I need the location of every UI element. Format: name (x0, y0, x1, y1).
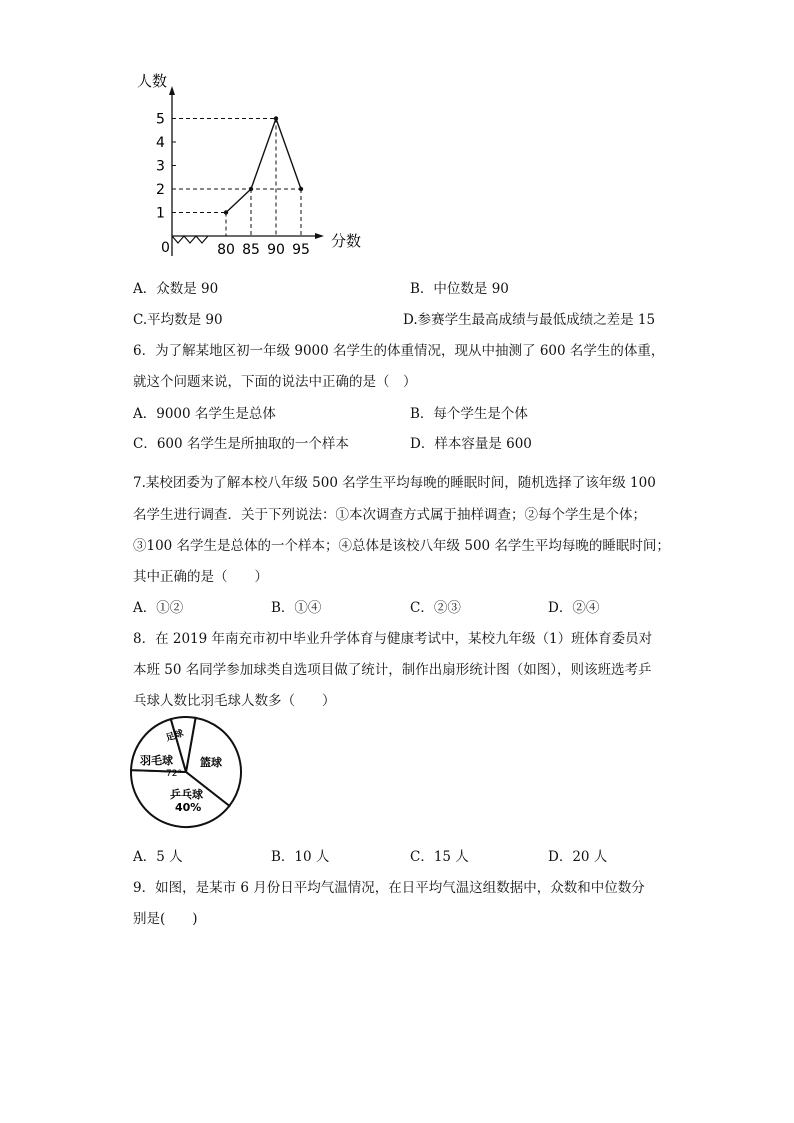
pie-label-badminton-degree: 72° (166, 769, 182, 779)
q7-stem-line-1: 7.某校团委为了解本校八年级 500 名学生平均每晚的睡眠时间，随机选择了该年级 100 (133, 475, 656, 491)
q9-stem-line-2: 别是( ) (133, 911, 198, 927)
x-axis-title: 分数 (331, 232, 362, 250)
q7-option-b[interactable]: B．①④ (271, 600, 322, 616)
q5-option-c[interactable]: C.平均数是 90 (133, 312, 223, 328)
q7-option-c[interactable]: C．②③ (410, 600, 461, 616)
q8-option-b[interactable]: B．10 人 (271, 849, 330, 865)
q8-stem-line-1: 8．在 2019 年南充市初中毕业升学体育与健康考试中，某校九年级（1）班体育委员对 (133, 631, 653, 647)
q6-option-b[interactable]: B．每个学生是个体 (410, 406, 528, 422)
y-tick-label: 1 (156, 205, 165, 222)
axis-break-icon (172, 236, 208, 243)
pie-label-pingpong: 乒乓球 (170, 788, 203, 801)
q8-option-c[interactable]: C．15 人 (410, 849, 469, 865)
origin-label: 0 (161, 240, 170, 256)
y-tick-label: 5 (156, 111, 165, 128)
q5-option-b[interactable]: B．中位数是 90 (410, 281, 509, 297)
q6-option-c[interactable]: C．600 名学生是所抽取的一个样本 (133, 436, 349, 452)
q7-stem-line-4: 其中正确的是（ ） (133, 569, 268, 585)
q8-option-a[interactable]: A．5 人 (133, 849, 183, 865)
q8-stem-line-3: 乓球人数比羽毛球人数多（ ） (133, 693, 336, 709)
pie-label-pingpong-percent: 40% (175, 801, 202, 814)
y-axis-title: 人数 (137, 72, 168, 90)
q8-option-d[interactable]: D．20 人 (548, 849, 608, 865)
q6-stem-line-1: 6．为了解某地区初一年级 9000 名学生的体重情况，现从中抽测了 600 名学生的体重， (133, 343, 665, 359)
y-tick-label: 2 (156, 182, 165, 198)
y-tick-label: 3 (156, 158, 165, 175)
q7-stem-line-3: ③100 名学生是总体的一个样本；④总体是该校八年级 500 名学生平均每晚的睡眠时间； (133, 538, 670, 554)
data-point (249, 187, 253, 191)
q9-stem-line-1: 9．如图，是某市 6 月份日平均气温情况，在日平均气温这组数据中，众数和中位数分 (133, 880, 645, 896)
q5-option-d[interactable]: D.参赛学生最高成绩与最低成绩之差是 15 (403, 312, 656, 328)
q7-option-a[interactable]: A．①② (133, 600, 184, 616)
y-tick-label: 4 (156, 135, 165, 151)
q7-stem-line-2: 名学生进行调查．关于下列说法：①本次调查方式属于抽样调查；②每个学生是个体； (133, 507, 646, 523)
pie-label-badminton: 羽毛球 (140, 754, 173, 767)
score-series-line (226, 119, 301, 213)
score-line-chart (0, 0, 794, 270)
x-tick-label: 90 (267, 242, 285, 258)
pie-label-basketball: 篮球 (200, 756, 222, 769)
q8-stem-line-2: 本班 50 名同学参加球类自选项目做了统计，制作出扇形统计图（如图），则该班选考乒 (133, 662, 652, 678)
pie-label-football: 足球 (164, 728, 186, 744)
x-tick-label: 95 (292, 242, 310, 258)
q6-option-d[interactable]: D．样本容量是 600 (410, 436, 532, 452)
ball-sports-pie-chart (128, 714, 258, 834)
q7-option-d[interactable]: D．②④ (548, 600, 600, 616)
x-axis-arrow (315, 233, 324, 239)
data-point (299, 187, 303, 191)
data-point (274, 116, 278, 120)
x-tick-label: 80 (217, 242, 235, 258)
x-tick-label: 85 (242, 242, 260, 258)
q6-option-a[interactable]: A．9000 名学生是总体 (133, 406, 276, 422)
q5-option-a[interactable]: A．众数是 90 (133, 281, 219, 297)
data-point (224, 210, 228, 214)
y-axis-arrow (169, 86, 175, 95)
q6-stem-line-2: 就这个问题来说，下面的说法中正确的是（ ） (133, 374, 417, 390)
